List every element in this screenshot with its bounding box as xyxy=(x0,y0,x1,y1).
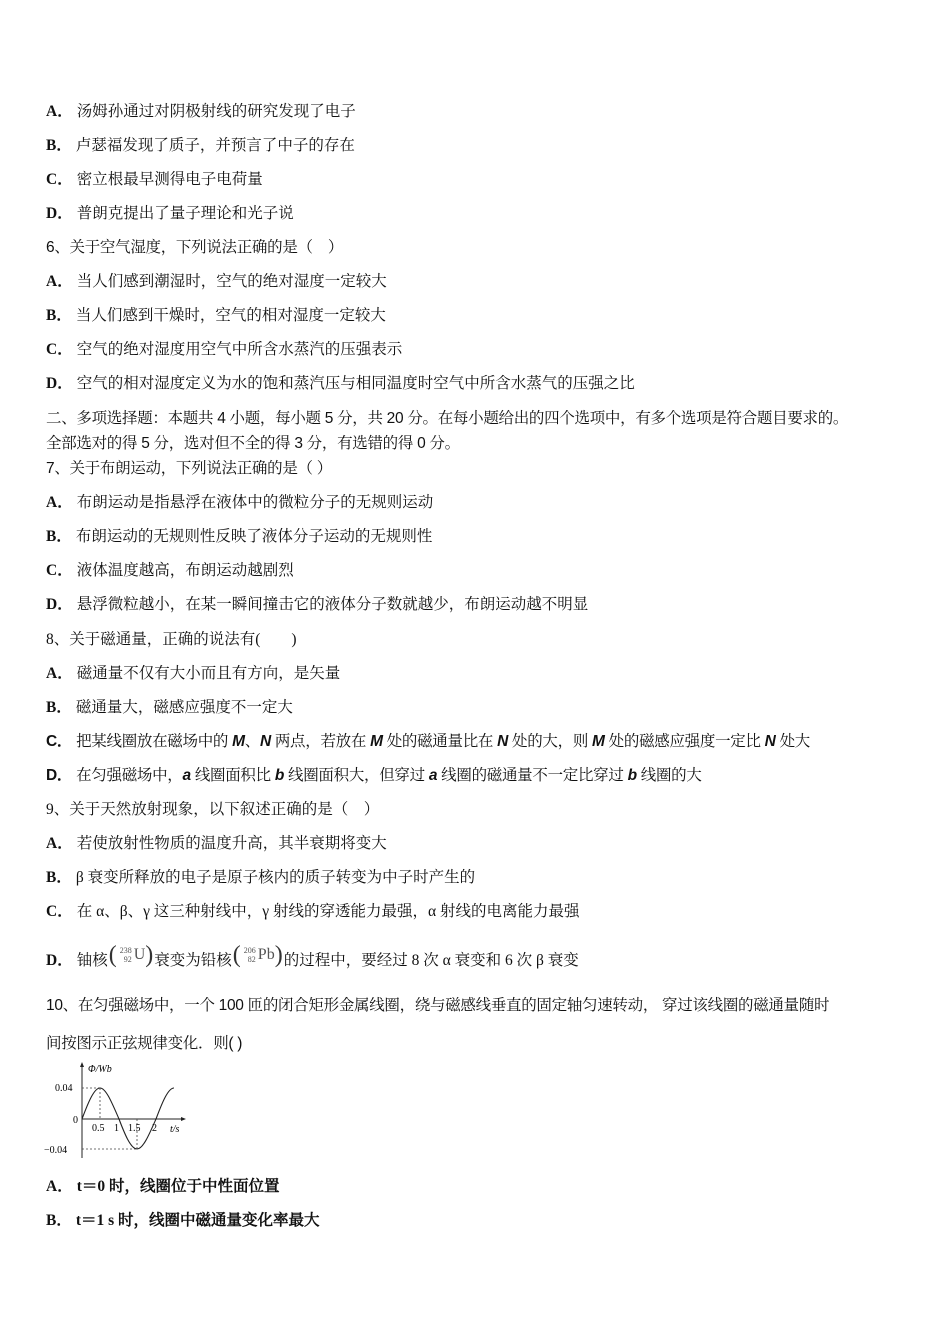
option-text: 磁通量不仅有大小而且有方向，是矢量 xyxy=(76,665,341,682)
q9-option-a xyxy=(46,834,387,854)
variable-m: M xyxy=(370,733,383,750)
text-fragment: 两点，若放在 xyxy=(270,733,371,750)
option-letter: B． xyxy=(46,869,72,886)
q10-stem-line1: 10、在匀强磁场中，一个 100 匝的闭合矩形金属线圈，绕与磁感线垂直的固定轴匀速转动， 穿过该线圈的磁通量随时 xyxy=(46,997,830,1014)
text-fragment: 把某线圈放在磁场中的 xyxy=(76,733,233,750)
option-text: 磁通量大，磁感应强度不一定大 xyxy=(75,699,293,716)
option-text: 空气的绝对湿度用空气中所含水蒸汽的压强表示 xyxy=(76,341,403,358)
option-letter: B． xyxy=(46,137,72,154)
q5-option-a xyxy=(46,102,356,122)
variable-a: a xyxy=(428,767,438,784)
variable-a: a xyxy=(182,767,191,784)
option-letter: A． xyxy=(46,1178,73,1195)
x-tick-1: 1 xyxy=(114,1123,119,1134)
option-letter: B． xyxy=(46,528,72,545)
option-text: 密立根最早测得电子电荷量 xyxy=(76,171,263,188)
option-letter: D． xyxy=(46,596,73,613)
option-text: 汤姆孙通过对阴极射线的研究发现了电子 xyxy=(76,103,356,120)
text-fragment: 线圈面积大，但穿过 xyxy=(284,767,429,784)
option-letter: C． xyxy=(46,562,73,579)
section2-instructions-line2: 全部选对的得 5 分，选对但不全的得 3 分，有选错的得 0 分。 xyxy=(46,435,460,452)
variable-b: b xyxy=(274,767,285,784)
mass-number: 238 xyxy=(119,946,132,955)
option-text: t＝1 s 时，线圈中磁通量变化率最大 xyxy=(75,1212,320,1229)
option-letter: C． xyxy=(46,903,73,920)
option-text: β 衰变所释放的电子是原子核内的质子转变为中子时产生的 xyxy=(75,869,476,886)
y-tick-0.04: 0.04 xyxy=(55,1083,73,1094)
option-letter: A． xyxy=(46,494,73,511)
lead-206-nuclide: ( 206 82 Pb ) xyxy=(232,942,283,968)
option-letter: A． xyxy=(46,665,73,682)
x-tick-1.5: 1.5 xyxy=(128,1123,141,1134)
q9-stem: 9、关于天然放射现象，以下叙述正确的是（ ） xyxy=(46,801,380,818)
option-letter: B． xyxy=(46,307,72,324)
option-text: 液体温度越高，布朗运动越剧烈 xyxy=(76,562,294,579)
q8-option-b xyxy=(46,698,293,718)
q10-option-b xyxy=(46,1211,320,1231)
origin-label: 0 xyxy=(73,1115,78,1126)
atomic-number: 82 xyxy=(247,955,256,964)
q6-option-a xyxy=(46,272,387,292)
option-letter: D． xyxy=(46,767,73,784)
atomic-number: 92 xyxy=(123,955,132,964)
q8-option-a xyxy=(46,664,340,684)
text-fragment: 处的磁感应强度一定比 xyxy=(604,733,765,750)
q10-stem-line2: 间按图示正弦规律变化．则( ) xyxy=(46,1035,243,1052)
q8-option-d xyxy=(46,766,702,786)
text-fragment: 在匀强磁场中， xyxy=(76,767,183,784)
option-letter: D． xyxy=(46,952,73,969)
variable-n: N xyxy=(764,733,776,750)
text-fragment: 处的大，则 xyxy=(508,733,593,750)
text-fragment: 线圈的磁通量不一定比穿过 xyxy=(437,767,628,784)
text-fragment: 、 xyxy=(244,733,260,750)
q10-option-a xyxy=(46,1177,280,1197)
x-axis-arrow-icon xyxy=(181,1117,186,1121)
q8-stem: 8、关于磁通量，正确的说法有( ) xyxy=(46,631,297,648)
q5-option-c xyxy=(46,170,263,190)
x-tick-2: 2 xyxy=(152,1123,157,1134)
option-text: 当人们感到潮湿时，空气的绝对湿度一定较大 xyxy=(76,273,387,290)
x-tick-0.5: 0.5 xyxy=(92,1123,105,1134)
section2-instructions-line1: 二、多项选择题：本题共 4 小题，每小题 5 分，共 20 分。在每小题给出的四个选项中，有多个选项是符合题目要求的。 xyxy=(46,410,849,427)
option-letter: A． xyxy=(46,103,73,120)
q5-option-d xyxy=(46,204,294,224)
option-text: 衰变为铅核 xyxy=(154,952,232,969)
option-letter: D． xyxy=(46,375,73,392)
flux-time-graph xyxy=(40,1060,200,1160)
option-text: t＝0 时，线圈位于中性面位置 xyxy=(76,1178,280,1195)
q9-option-c xyxy=(46,902,580,922)
variable-b: b xyxy=(627,767,637,784)
option-text: 悬浮微粒越小，在某一瞬间撞击它的液体分子数就越少，布朗运动越不明显 xyxy=(76,596,589,613)
variable-n: N xyxy=(497,733,509,750)
option-letter: D． xyxy=(46,205,73,222)
option-letter: A． xyxy=(46,273,73,290)
element-symbol: Pb xyxy=(257,946,275,963)
option-text: 卢瑟福发现了质子，并预言了中子的存在 xyxy=(75,137,355,154)
option-text: 在 α、β、γ 这三种射线中，γ 射线的穿透能力最强，α 射线的电离能力最强 xyxy=(76,903,580,920)
option-letter: C． xyxy=(46,341,73,358)
y-axis-label: Φ/Wb xyxy=(88,1064,112,1075)
q5-option-b xyxy=(46,136,355,156)
q6-option-c xyxy=(46,340,402,360)
option-letter: A． xyxy=(46,835,73,852)
text-fragment: 处大 xyxy=(775,733,810,750)
mass-number: 206 xyxy=(243,946,256,955)
option-text: 布朗运动的无规则性反映了液体分子运动的无规则性 xyxy=(75,528,433,545)
variable-m: M xyxy=(592,733,605,750)
q7-stem: 7、关于布朗运动，下列说法正确的是（ ） xyxy=(46,460,332,477)
option-text: 空气的相对湿度定义为水的饱和蒸汽压与相同温度时空气中所含水蒸气的压强之比 xyxy=(76,375,635,392)
option-letter: B． xyxy=(46,699,72,716)
option-text: 铀核 xyxy=(76,952,108,969)
text-fragment: 线圈面积比 xyxy=(190,767,275,784)
option-text: 若使放射性物质的温度升高，其半衰期将变大 xyxy=(76,835,387,852)
q9-option-d xyxy=(46,942,579,971)
option-text: 当人们感到干燥时，空气的相对湿度一定较大 xyxy=(75,307,386,324)
y-axis-arrow-icon xyxy=(80,1062,84,1067)
q8-option-c xyxy=(46,732,810,752)
q6-option-d xyxy=(46,374,635,394)
q7-option-b xyxy=(46,527,432,547)
option-text: 布朗运动是指悬浮在液体中的微粒分子的无规则运动 xyxy=(76,494,434,511)
q7-option-d xyxy=(46,595,588,615)
q6-option-b xyxy=(46,306,386,326)
q7-option-a xyxy=(46,493,433,513)
option-letter: B． xyxy=(46,1212,72,1229)
option-text: 的过程中，要经过 8 次 α 衰变和 6 次 β 衰变 xyxy=(283,952,579,969)
x-axis-label: t/s xyxy=(170,1124,180,1135)
uranium-238-nuclide: ( 238 92 U ) xyxy=(108,942,154,968)
option-letter: C． xyxy=(46,733,73,750)
y-tick-neg-0.04: −0.04 xyxy=(44,1145,68,1156)
variable-n: N xyxy=(259,733,271,750)
option-text: 普朗克提出了量子理论和光子说 xyxy=(76,205,294,222)
text-fragment: 线圈的大 xyxy=(636,767,702,784)
element-symbol: U xyxy=(133,946,146,963)
option-letter: C． xyxy=(46,171,73,188)
q7-option-c xyxy=(46,561,294,581)
q9-option-b xyxy=(46,868,475,888)
text-fragment: 处的磁通量比在 xyxy=(382,733,498,750)
q6-stem: 6、关于空气湿度，下列说法正确的是（ ） xyxy=(46,239,344,256)
variable-m: M xyxy=(232,733,245,750)
